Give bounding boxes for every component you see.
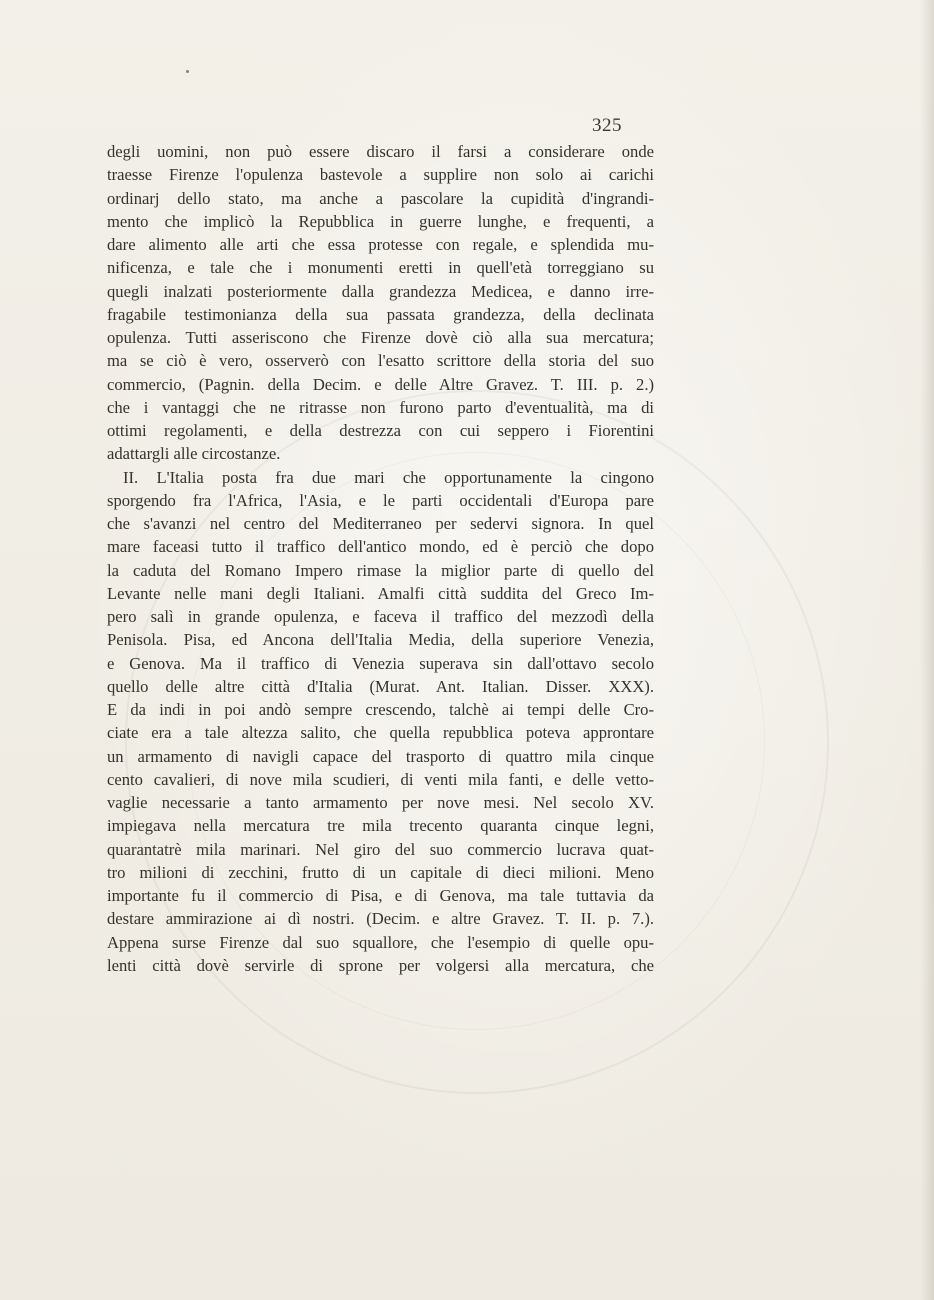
text-line: opulenza. Tutti asseriscono che Firenze dovè ciò alla sua mercatura; (107, 328, 654, 347)
text-line: E da indi in poi andò sempre crescendo, talchè ai tempi delle Cro- (107, 700, 654, 719)
text-line: commercio, (Pagnin. della Decim. e delle Altre Gravez. T. III. p. 2.) (107, 374, 654, 394)
text-line: ottimi regolamenti, e della destrezza con cui seppero i Fiorentini (107, 421, 654, 440)
text-line: lenti città dovè servirle di sprone per volgersi alla mercatura, che (107, 955, 654, 975)
text-line: Penisola. Pisa, ed Ancona dell'Italia Media, della superiore Venezia, (107, 630, 654, 650)
text-line: degli uomini, non può essere discaro il farsi a considerare onde (107, 142, 654, 161)
text-line: quegli inalzati posteriormente dalla grandezza Medicea, e danno irre- (107, 281, 654, 301)
text-line: adattargli alle circostanze. (107, 444, 281, 464)
text-line: la caduta del Romano Impero rimase la miglior parte di quello del (107, 560, 654, 580)
text-line: mare faceasi tutto il traffico dell'antico mondo, ed è perciò che dopo (107, 537, 654, 557)
text-line: importante fu il commercio di Pisa, e di Genova, ma tale tuttavia da (107, 886, 654, 905)
text-line: impiegava nella mercatura tre mila trecento quaranta cinque legni, (107, 816, 654, 836)
text-line: tro milioni di zecchini, frutto di un capitale di dieci milioni. Meno (107, 862, 654, 882)
text-line: quello delle altre città d'Italia (Murat. Ant. Italian. Disser. XXX). (107, 676, 654, 696)
page-number: 325 (592, 115, 622, 136)
text-line: mento che implicò la Repubblica in guerre lunghe, e frequenti, a (107, 211, 654, 231)
text-line: destare ammirazione ai dì nostri. (Decim. e altre Gravez. T. II. p. 7.). (107, 909, 654, 929)
text-line: nificenza, e tale che i monumenti eretti in quell'età torreggiano su (107, 258, 654, 278)
text-line: e Genova. Ma il traffico di Venezia superava sin dall'ottavo secolo (107, 653, 654, 673)
text-line: Appena surse Firenze dal suo squallore, che l'esempio di quelle opu- (107, 932, 654, 952)
paper-speck (186, 70, 189, 73)
paragraph-start-line: II. L'Italia posta fra due mari che opportunamente la cingono (123, 467, 654, 487)
text-line: pero salì in grande opulenza, e faceva il traffico del mezzodì della (107, 607, 654, 626)
page-edge-shadow (920, 0, 934, 1300)
text-line: fragabile testimonianza della sua passata grandezza, della declinata (107, 304, 654, 324)
text-line: Levante nelle mani degli Italiani. Amalfi città suddita del Greco Im- (107, 583, 654, 603)
text-line: vaglie necessarie a tanto armamento per nove mesi. Nel secolo XV. (107, 793, 654, 812)
text-line: ciate era a tale altezza salito, che quella repubblica poteva approntare (107, 723, 654, 743)
text-line: cento cavalieri, di nove mila scudieri, di venti mila fanti, e delle vetto- (107, 769, 654, 789)
body-text (107, 140, 654, 977)
text-line: ma se ciò è vero, osserverò con l'esatto scrittore della storia del suo (107, 351, 654, 371)
text-line: dare alimento alle arti che essa protesse con regale, e splendida mu- (107, 235, 654, 254)
text-line: ordinarj dello stato, ma anche a pascolare la cupidità d'ingrandi- (107, 188, 654, 208)
text-line: un armamento di navigli capace del trasporto di quattro mila cinque (107, 746, 654, 766)
text-line: quarantatrè mila marinari. Nel giro del suo commercio lucrava quat- (107, 839, 654, 859)
text-line: sporgendo fra l'Africa, l'Asia, e le parti occidentali d'Europa pare (107, 490, 654, 510)
text-line: che i vantaggi che ne ritrasse non furono parto d'eventualità, ma di (107, 397, 654, 417)
text-line: che s'avanzi nel centro del Mediterraneo per sedervi signora. In quel (107, 514, 654, 533)
text-line: traesse Firenze l'opulenza bastevole a supplire non solo ai carichi (107, 165, 654, 185)
